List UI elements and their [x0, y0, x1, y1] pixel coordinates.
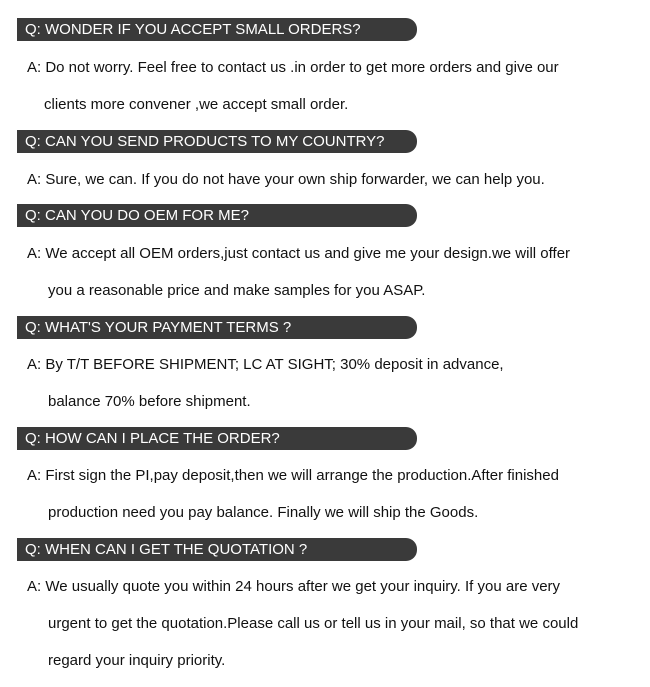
faq-answer-1-line-2: clients more convener ,we accept small order.	[44, 96, 349, 113]
faq-answer-6-line-2: urgent to get the quotation.Please call us or tell us in your mail, so that we could	[48, 615, 579, 632]
faq-question-3: Q: CAN YOU DO OEM FOR ME?	[17, 204, 417, 227]
faq-answer-2-line-1: A: Sure, we can. If you do not have your own ship forwarder, we can help you.	[27, 171, 545, 188]
faq-answer-6-line-1: A: We usually quote you within 24 hours after we get your inquiry. If you are very	[27, 578, 561, 595]
faq-answer-1-line-1: A: Do not worry. Feel free to contact us .in order to get more orders and give our	[27, 59, 559, 76]
faq-question-1: Q: WONDER IF YOU ACCEPT SMALL ORDERS?	[17, 18, 417, 41]
faq-question-2: Q: CAN YOU SEND PRODUCTS TO MY COUNTRY?	[17, 130, 417, 153]
faq-answer-4-line-1: A: By T/T BEFORE SHIPMENT; LC AT SIGHT; 30% deposit in advance,	[27, 356, 504, 373]
faq-answer-3-line-2: you a reasonable price and make samples for you ASAP.	[48, 282, 426, 299]
faq-answer-3-line-1: A: We accept all OEM orders,just contact us and give me your design.we will offer	[27, 245, 571, 262]
faq-answer-6-line-3: regard your inquiry priority.	[48, 652, 226, 669]
faq-question-5: Q: HOW CAN I PLACE THE ORDER?	[17, 427, 417, 450]
faq-question-6: Q: WHEN CAN I GET THE QUOTATION ?	[17, 538, 417, 561]
faq-question-4: Q: WHAT'S YOUR PAYMENT TERMS ?	[17, 316, 417, 339]
faq-answer-4-line-2: balance 70% before shipment.	[48, 393, 251, 410]
faq-answer-5-line-1: A: First sign the PI,pay deposit,then we will arrange the production.After finished	[27, 467, 559, 484]
faq-answer-5-line-2: production need you pay balance. Finally we will ship the Goods.	[48, 504, 479, 521]
